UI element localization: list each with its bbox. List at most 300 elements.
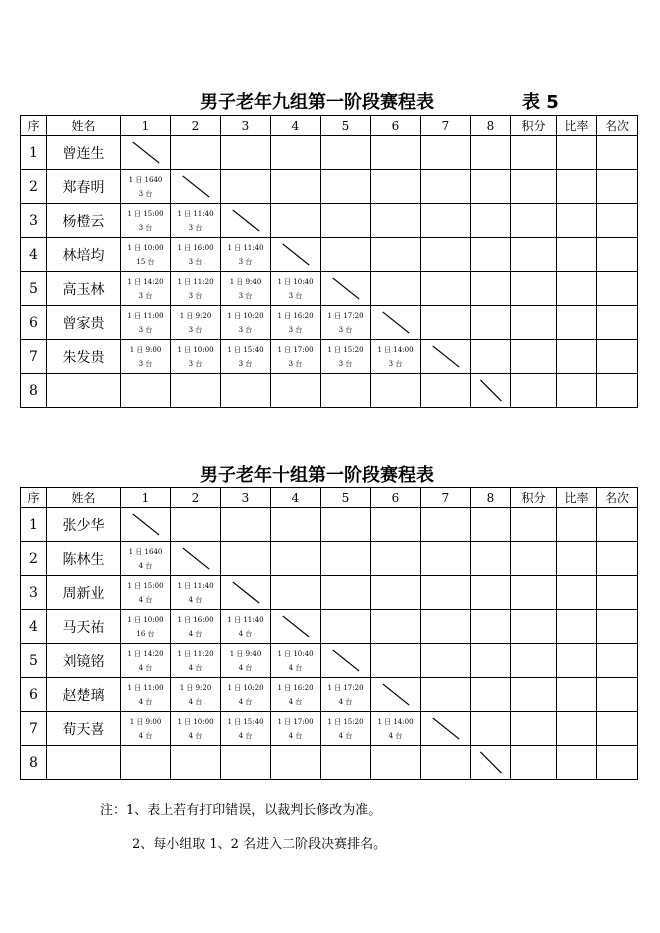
match-table: 4 台 bbox=[188, 595, 203, 604]
match-info bbox=[221, 309, 270, 337]
self-match-diagonal-cell bbox=[321, 272, 371, 306]
seq-cell: 5 bbox=[21, 272, 47, 306]
table-row bbox=[21, 644, 638, 678]
rank-cell bbox=[597, 712, 638, 746]
match-time-cell bbox=[271, 340, 321, 374]
match-info bbox=[171, 715, 220, 743]
player-name-cell: 郑春明 bbox=[47, 170, 121, 204]
empty-cell bbox=[471, 204, 511, 238]
score-cell bbox=[511, 678, 557, 712]
self-match-diagonal-cell bbox=[171, 542, 221, 576]
ratio-cell bbox=[557, 542, 597, 576]
match-time-cell bbox=[271, 712, 321, 746]
match-info bbox=[121, 343, 170, 371]
match-time: 1 日 10:20 bbox=[227, 683, 264, 692]
empty-cell bbox=[321, 610, 371, 644]
seq-cell: 4 bbox=[21, 610, 47, 644]
diagonal-slash bbox=[221, 204, 270, 237]
rank-cell bbox=[597, 678, 638, 712]
match-table: 4 台 bbox=[338, 697, 353, 706]
match-info bbox=[221, 681, 270, 709]
player-name-cell: 曾家贵 bbox=[47, 306, 121, 340]
ratio-cell bbox=[557, 306, 597, 340]
match-table: 3 台 bbox=[138, 291, 153, 300]
empty-cell bbox=[471, 644, 511, 678]
empty-cell bbox=[321, 576, 371, 610]
match-time-cell bbox=[121, 306, 171, 340]
self-match-diagonal-cell bbox=[371, 306, 421, 340]
match-time-cell bbox=[271, 746, 321, 780]
match-time-cell bbox=[221, 374, 271, 408]
empty-cell bbox=[271, 170, 321, 204]
empty-cell bbox=[471, 542, 511, 576]
player-name-cell: 曾连生 bbox=[47, 136, 121, 170]
match-info bbox=[171, 309, 220, 337]
match-time: 1 日 17:00 bbox=[277, 717, 314, 726]
match-info bbox=[271, 647, 320, 675]
match-info bbox=[171, 343, 220, 371]
match-time-cell bbox=[371, 712, 421, 746]
empty-cell bbox=[471, 306, 511, 340]
seq-cell: 8 bbox=[21, 746, 47, 780]
rank-cell bbox=[597, 306, 638, 340]
match-time-cell bbox=[271, 306, 321, 340]
match-time-cell bbox=[371, 340, 421, 374]
match-time-cell bbox=[221, 340, 271, 374]
match-time-cell bbox=[371, 746, 421, 780]
table-row bbox=[21, 576, 638, 610]
match-time: 1 日 10:20 bbox=[227, 311, 264, 320]
match-time: 1 日 9:00 bbox=[129, 345, 162, 354]
empty-cell bbox=[421, 610, 471, 644]
table-row bbox=[21, 272, 638, 306]
match-time: 1 日 10:00 bbox=[177, 345, 214, 354]
match-table: 15 台 bbox=[136, 257, 155, 266]
empty-cell bbox=[471, 508, 511, 542]
match-time-cell bbox=[221, 712, 271, 746]
match-table: 4 台 bbox=[188, 663, 203, 672]
score-cell bbox=[511, 610, 557, 644]
match-table: 3 台 bbox=[238, 325, 253, 334]
ratio-cell bbox=[557, 238, 597, 272]
match-time: 1 日 16:20 bbox=[277, 311, 314, 320]
match-time-cell bbox=[221, 644, 271, 678]
empty-cell bbox=[421, 306, 471, 340]
match-time-cell bbox=[221, 678, 271, 712]
self-match-diagonal-cell bbox=[271, 238, 321, 272]
match-time-cell bbox=[221, 746, 271, 780]
match-table: 3 台 bbox=[138, 189, 153, 198]
empty-cell bbox=[321, 542, 371, 576]
header-cell: 序 bbox=[21, 488, 47, 508]
match-info bbox=[171, 579, 220, 607]
match-info bbox=[171, 681, 220, 709]
self-match-diagonal-cell bbox=[321, 644, 371, 678]
match-info bbox=[221, 613, 270, 641]
empty-cell bbox=[371, 610, 421, 644]
table-row bbox=[21, 306, 638, 340]
self-match-diagonal-cell bbox=[121, 508, 171, 542]
match-info bbox=[321, 681, 370, 709]
match-time-cell bbox=[121, 678, 171, 712]
empty-cell bbox=[271, 204, 321, 238]
match-time-cell bbox=[171, 712, 221, 746]
header-cell: 2 bbox=[171, 116, 221, 136]
match-time: 1 日 9:40 bbox=[229, 649, 262, 658]
empty-cell bbox=[421, 542, 471, 576]
match-table: 3 台 bbox=[238, 257, 253, 266]
rank-cell bbox=[597, 746, 638, 780]
header-cell: 序 bbox=[21, 116, 47, 136]
match-time: 1 日 11:40 bbox=[227, 243, 264, 252]
match-info bbox=[171, 613, 220, 641]
empty-cell bbox=[471, 136, 511, 170]
player-name-cell: 杨橙云 bbox=[47, 204, 121, 238]
ratio-cell bbox=[557, 136, 597, 170]
score-cell bbox=[511, 746, 557, 780]
match-time: 1 日 1640 bbox=[128, 547, 163, 556]
table-row bbox=[21, 712, 638, 746]
player-name-cell: 林培均 bbox=[47, 238, 121, 272]
match-time: 1 日 9:20 bbox=[179, 683, 212, 692]
match-table: 4 台 bbox=[138, 731, 153, 740]
header-cell: 积分 bbox=[511, 116, 557, 136]
match-info bbox=[371, 715, 420, 743]
match-table: 3 台 bbox=[188, 359, 203, 368]
match-info bbox=[371, 343, 420, 371]
ratio-cell bbox=[557, 508, 597, 542]
player-name-cell: 荀天喜 bbox=[47, 712, 121, 746]
match-time: 1 日 11:00 bbox=[127, 311, 164, 320]
match-table: 4 台 bbox=[238, 731, 253, 740]
empty-cell bbox=[421, 204, 471, 238]
match-info bbox=[321, 343, 370, 371]
match-time: 1 日 11:40 bbox=[227, 615, 264, 624]
match-info bbox=[121, 545, 170, 573]
empty-cell bbox=[471, 170, 511, 204]
diagonal-slash bbox=[221, 576, 270, 609]
empty-cell bbox=[321, 238, 371, 272]
match-time-cell bbox=[321, 340, 371, 374]
match-time-cell bbox=[121, 576, 171, 610]
diagonal-slash bbox=[271, 238, 320, 271]
seq-cell: 5 bbox=[21, 644, 47, 678]
match-time-cell bbox=[221, 306, 271, 340]
score-cell bbox=[511, 508, 557, 542]
diagonal-slash bbox=[271, 610, 320, 643]
header-cell: 1 bbox=[121, 488, 171, 508]
empty-cell bbox=[471, 712, 511, 746]
ratio-cell bbox=[557, 644, 597, 678]
match-info bbox=[171, 647, 220, 675]
match-info bbox=[221, 275, 270, 303]
empty-cell bbox=[271, 508, 321, 542]
match-info bbox=[321, 715, 370, 743]
rank-cell bbox=[597, 136, 638, 170]
header-cell: 名次 bbox=[597, 116, 638, 136]
match-time-cell bbox=[171, 306, 221, 340]
match-time: 1 日 10:40 bbox=[277, 649, 314, 658]
match-time-cell bbox=[121, 170, 171, 204]
empty-cell bbox=[371, 644, 421, 678]
match-time-cell bbox=[171, 272, 221, 306]
match-table: 3 台 bbox=[238, 359, 253, 368]
match-table: 4 台 bbox=[288, 731, 303, 740]
match-time-cell bbox=[121, 746, 171, 780]
ratio-cell bbox=[557, 610, 597, 644]
match-info bbox=[221, 647, 270, 675]
match-time: 1 日 16:00 bbox=[177, 243, 214, 252]
match-table: 4 台 bbox=[238, 663, 253, 672]
seq-cell: 6 bbox=[21, 306, 47, 340]
score-cell bbox=[511, 306, 557, 340]
header-cell: 姓名 bbox=[47, 116, 121, 136]
match-time: 1 日 14:00 bbox=[377, 345, 414, 354]
ratio-cell bbox=[557, 746, 597, 780]
match-time: 1 日 14:00 bbox=[377, 717, 414, 726]
table-row bbox=[21, 746, 638, 780]
match-info bbox=[121, 275, 170, 303]
header-cell: 2 bbox=[171, 488, 221, 508]
schedule-title-group-9: 男子老年九组第一阶段赛程表 bbox=[200, 92, 434, 113]
match-time: 1 日 15:40 bbox=[227, 345, 264, 354]
diagonal-slash bbox=[421, 712, 470, 745]
ratio-cell bbox=[557, 678, 597, 712]
rank-cell bbox=[597, 272, 638, 306]
self-match-diagonal-cell bbox=[171, 170, 221, 204]
empty-cell bbox=[471, 576, 511, 610]
diagonal-slash bbox=[121, 136, 170, 169]
match-time-cell bbox=[321, 746, 371, 780]
table-row bbox=[21, 542, 638, 576]
match-table: 4 台 bbox=[188, 697, 203, 706]
empty-cell bbox=[221, 508, 271, 542]
score-cell bbox=[511, 204, 557, 238]
empty-cell bbox=[471, 272, 511, 306]
header-cell: 5 bbox=[321, 116, 371, 136]
rank-cell bbox=[597, 340, 638, 374]
match-time-cell bbox=[221, 610, 271, 644]
match-table: 4 台 bbox=[238, 697, 253, 706]
self-match-diagonal-cell bbox=[121, 136, 171, 170]
match-table: 4 台 bbox=[388, 731, 403, 740]
match-time-cell bbox=[121, 204, 171, 238]
seq-cell: 2 bbox=[21, 542, 47, 576]
match-info bbox=[121, 309, 170, 337]
seq-cell: 7 bbox=[21, 340, 47, 374]
diagonal-slash bbox=[171, 542, 220, 575]
player-name-cell: 赵楚璃 bbox=[47, 678, 121, 712]
match-info bbox=[121, 681, 170, 709]
match-time-cell bbox=[171, 374, 221, 408]
match-time-cell bbox=[421, 746, 471, 780]
empty-cell bbox=[371, 238, 421, 272]
match-time-cell bbox=[121, 542, 171, 576]
rank-cell bbox=[597, 204, 638, 238]
empty-cell bbox=[421, 508, 471, 542]
diagonal-slash bbox=[321, 272, 370, 305]
header-cell: 4 bbox=[271, 488, 321, 508]
match-time: 1 日 10:00 bbox=[177, 717, 214, 726]
match-info bbox=[121, 579, 170, 607]
header-cell: 5 bbox=[321, 488, 371, 508]
match-time-cell bbox=[121, 610, 171, 644]
match-time: 1 日 15:00 bbox=[127, 581, 164, 590]
empty-cell bbox=[371, 576, 421, 610]
table-row bbox=[21, 136, 638, 170]
match-table: 3 台 bbox=[188, 291, 203, 300]
table-number-label: 表 5 bbox=[522, 92, 559, 113]
match-table: 3 台 bbox=[138, 325, 153, 334]
match-info bbox=[221, 241, 270, 269]
empty-cell bbox=[271, 542, 321, 576]
ratio-cell bbox=[557, 712, 597, 746]
self-match-diagonal-cell bbox=[271, 610, 321, 644]
diagonal-slash bbox=[321, 644, 370, 677]
match-time: 1 日 11:20 bbox=[177, 277, 214, 286]
match-time: 1 日 11:40 bbox=[177, 581, 214, 590]
seq-cell: 8 bbox=[21, 374, 47, 408]
player-name-cell: 马天祐 bbox=[47, 610, 121, 644]
ratio-cell bbox=[557, 374, 597, 408]
match-table: 4 台 bbox=[188, 731, 203, 740]
match-time: 1 日 9:20 bbox=[179, 311, 212, 320]
match-time: 1 日 16:20 bbox=[277, 683, 314, 692]
match-table: 16 台 bbox=[136, 629, 155, 638]
match-table: 3 台 bbox=[288, 291, 303, 300]
empty-cell bbox=[421, 678, 471, 712]
match-time: 1 日 10:40 bbox=[277, 277, 314, 286]
header-cell: 6 bbox=[371, 116, 421, 136]
score-cell bbox=[511, 374, 557, 408]
header-cell: 积分 bbox=[511, 488, 557, 508]
table-row bbox=[21, 238, 638, 272]
schedule-table-group-10 bbox=[20, 487, 638, 780]
match-table: 4 台 bbox=[338, 731, 353, 740]
match-time-cell bbox=[171, 204, 221, 238]
empty-cell bbox=[221, 542, 271, 576]
match-time-cell bbox=[171, 678, 221, 712]
empty-cell bbox=[471, 610, 511, 644]
diagonal-slash bbox=[121, 508, 170, 541]
self-match-diagonal-cell bbox=[221, 576, 271, 610]
diagonal-slash bbox=[421, 340, 470, 373]
match-table: 4 台 bbox=[238, 629, 253, 638]
match-time-cell bbox=[171, 340, 221, 374]
match-table: 3 台 bbox=[188, 325, 203, 334]
header-cell: 7 bbox=[421, 488, 471, 508]
match-info bbox=[121, 715, 170, 743]
header-cell: 3 bbox=[221, 488, 271, 508]
match-table: 3 台 bbox=[188, 257, 203, 266]
match-time-cell bbox=[121, 644, 171, 678]
match-time-cell bbox=[171, 238, 221, 272]
match-info bbox=[221, 715, 270, 743]
note-line-2: 2、每小组取 1、2 名进入二阶段决赛排名。 bbox=[132, 837, 387, 852]
header-cell: 3 bbox=[221, 116, 271, 136]
empty-cell bbox=[321, 136, 371, 170]
match-time-cell bbox=[121, 374, 171, 408]
match-time: 1 日 15:00 bbox=[127, 209, 164, 218]
player-name-cell: 张少华 bbox=[47, 508, 121, 542]
match-time: 1 日 9:00 bbox=[129, 717, 162, 726]
match-time: 1 日 1640 bbox=[128, 175, 163, 184]
seq-cell: 3 bbox=[21, 204, 47, 238]
match-table: 4 台 bbox=[288, 663, 303, 672]
empty-cell bbox=[221, 170, 271, 204]
match-info bbox=[121, 207, 170, 235]
rank-cell bbox=[597, 170, 638, 204]
player-name-cell: 高玉林 bbox=[47, 272, 121, 306]
match-time-cell bbox=[321, 374, 371, 408]
diagonal-slash bbox=[171, 170, 220, 203]
match-table: 3 台 bbox=[238, 291, 253, 300]
match-time-cell bbox=[271, 374, 321, 408]
seq-cell: 1 bbox=[21, 136, 47, 170]
match-table: 3 台 bbox=[288, 359, 303, 368]
ratio-cell bbox=[557, 272, 597, 306]
match-table: 4 台 bbox=[138, 663, 153, 672]
rank-cell bbox=[597, 644, 638, 678]
seq-cell: 3 bbox=[21, 576, 47, 610]
match-time-cell bbox=[121, 712, 171, 746]
match-table: 3 台 bbox=[388, 359, 403, 368]
header-cell: 8 bbox=[471, 116, 511, 136]
score-cell bbox=[511, 136, 557, 170]
empty-cell bbox=[471, 340, 511, 374]
self-match-diagonal-cell bbox=[221, 204, 271, 238]
match-time: 1 日 15:20 bbox=[327, 345, 364, 354]
empty-cell bbox=[321, 508, 371, 542]
match-time-cell bbox=[321, 712, 371, 746]
rank-cell bbox=[597, 374, 638, 408]
rank-cell bbox=[597, 610, 638, 644]
match-info bbox=[271, 309, 320, 337]
header-cell: 4 bbox=[271, 116, 321, 136]
match-time-cell bbox=[271, 644, 321, 678]
player-name-cell: 刘镜铭 bbox=[47, 644, 121, 678]
rank-cell bbox=[597, 576, 638, 610]
match-table: 3 台 bbox=[138, 223, 153, 232]
match-table: 4 台 bbox=[288, 697, 303, 706]
empty-cell bbox=[471, 678, 511, 712]
diagonal-slash bbox=[471, 374, 510, 407]
self-match-diagonal-cell bbox=[421, 340, 471, 374]
header-cell: 7 bbox=[421, 116, 471, 136]
empty-cell bbox=[421, 238, 471, 272]
empty-cell bbox=[321, 170, 371, 204]
match-time-cell bbox=[371, 374, 421, 408]
match-info bbox=[121, 241, 170, 269]
note-line-1: 注：1、表上若有打印错误，以裁判长修改为准。 bbox=[100, 803, 382, 818]
match-time-cell bbox=[271, 272, 321, 306]
match-info bbox=[121, 647, 170, 675]
match-time-cell bbox=[321, 306, 371, 340]
seq-cell: 4 bbox=[21, 238, 47, 272]
match-time: 1 日 10:00 bbox=[127, 243, 164, 252]
empty-cell bbox=[221, 136, 271, 170]
rank-cell bbox=[597, 508, 638, 542]
header-cell: 名次 bbox=[597, 488, 638, 508]
match-info bbox=[221, 343, 270, 371]
match-time: 1 日 16:00 bbox=[177, 615, 214, 624]
match-time-cell bbox=[171, 746, 221, 780]
empty-cell bbox=[321, 204, 371, 238]
table-row bbox=[21, 610, 638, 644]
match-info bbox=[321, 309, 370, 337]
header-cell: 比率 bbox=[557, 116, 597, 136]
header-cell: 1 bbox=[121, 116, 171, 136]
